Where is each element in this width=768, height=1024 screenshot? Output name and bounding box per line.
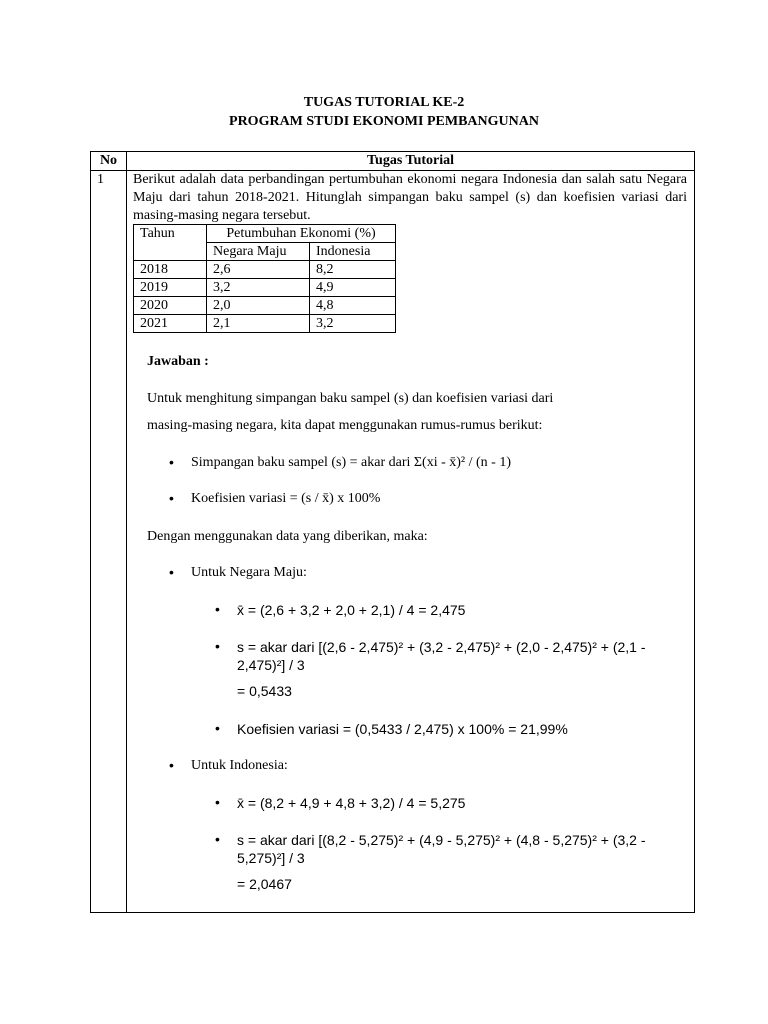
bullet-icon: • [215,831,220,847]
question-text: Berikut adalah data perbandingan pertumbuhan ekonomi negara Indonesia dan salah satu Negara Maju dari tahun 2018-2021. Hitunglah simpangan baku sampel (s) dan koefisien variasi dari masing-masing negara tersebut. [133,172,687,223]
indo-mean: x̄ = (8,2 + 4,9 + 4,8 + 3,2) / 4 = 5,275 [237,795,466,811]
bullet-icon: • [215,794,220,810]
tutorial-table [90,151,695,913]
cell-year: 2018 [134,261,207,279]
col-b-header: Indonesia [310,243,396,261]
cell-year: 2021 [134,315,207,333]
cell-b: 8,2 [310,261,396,279]
document-title: TUGAS TUTORIAL KE-2 [303,95,465,110]
cell-year: 2019 [134,279,207,297]
given-text: Dengan menggunakan data yang diberikan, maka: [147,529,428,544]
col-year-header: Tahun [134,225,207,261]
indo-stddev-result: = 2,0467 [237,876,292,892]
bullet-icon: • [215,601,220,617]
negara-maju-label: Untuk Negara Maju: [191,565,307,580]
cell-b: 3,2 [310,315,396,333]
cell-b: 4,9 [310,279,396,297]
maju-stddev-result: = 0,5433 [237,683,292,699]
answer-section [147,152,674,912]
formula-cv: Koefisien variasi = (s / x̄) x 100% [191,491,381,506]
col-group-header: Petumbuhan Ekonomi (%) [207,225,396,243]
bullet-icon: • [169,454,174,470]
indonesia-label: Untuk Indonesia: [191,758,288,773]
formula-std-dev: Simpangan baku sampel (s) = akar dari Σ(xi - x̄)² / (n - 1) [191,455,511,470]
answer-intro-1: Untuk menghitung simpangan baku sampel (s) dan koefisien variasi dari [147,391,554,406]
header-no: No [99,153,118,168]
row-number: 1 [97,172,104,187]
bullet-icon: • [169,564,174,580]
cell-a: 3,2 [207,279,310,297]
bullet-icon: • [169,490,174,506]
maju-stddev-line-2: 2,475)²] / 3 [237,657,305,673]
cell-b: 4,8 [310,297,396,315]
cell-year: 2020 [134,297,207,315]
indo-stddev-line-2: 5,275)²] / 3 [237,850,305,866]
bullet-icon: • [215,638,220,654]
document-subtitle: PROGRAM STUDI EKONOMI PEMBANGUNAN [229,114,539,129]
indo-stddev-line-1: s = akar dari [(8,2 - 5,275)² + (4,9 - 5,275)² + (4,8 - 5,275)² + (3,2 - [237,832,646,848]
header-task: Tugas Tutorial [366,153,455,168]
col-a-header: Negara Maju [207,243,310,261]
bullet-icon: • [169,757,174,773]
maju-cv: Koefisien variasi = (0,5433 / 2,475) x 100% = 21,99% [237,721,568,737]
answer-intro-2: masing-masing negara, kita dapat menggunakan rumus-rumus berikut: [147,418,543,433]
maju-stddev-line-1: s = akar dari [(2,6 - 2,475)² + (3,2 - 2,475)² + (2,0 - 2,475)² + (2,1 - [237,639,646,655]
cell-a: 2,6 [207,261,310,279]
answer-heading: Jawaban : [147,354,209,369]
cell-a: 2,0 [207,297,310,315]
maju-mean: x̄ = (2,6 + 3,2 + 2,0 + 2,1) / 4 = 2,475 [237,602,466,618]
cell-a: 2,1 [207,315,310,333]
column-divider [126,152,127,912]
bullet-icon: • [215,720,220,736]
